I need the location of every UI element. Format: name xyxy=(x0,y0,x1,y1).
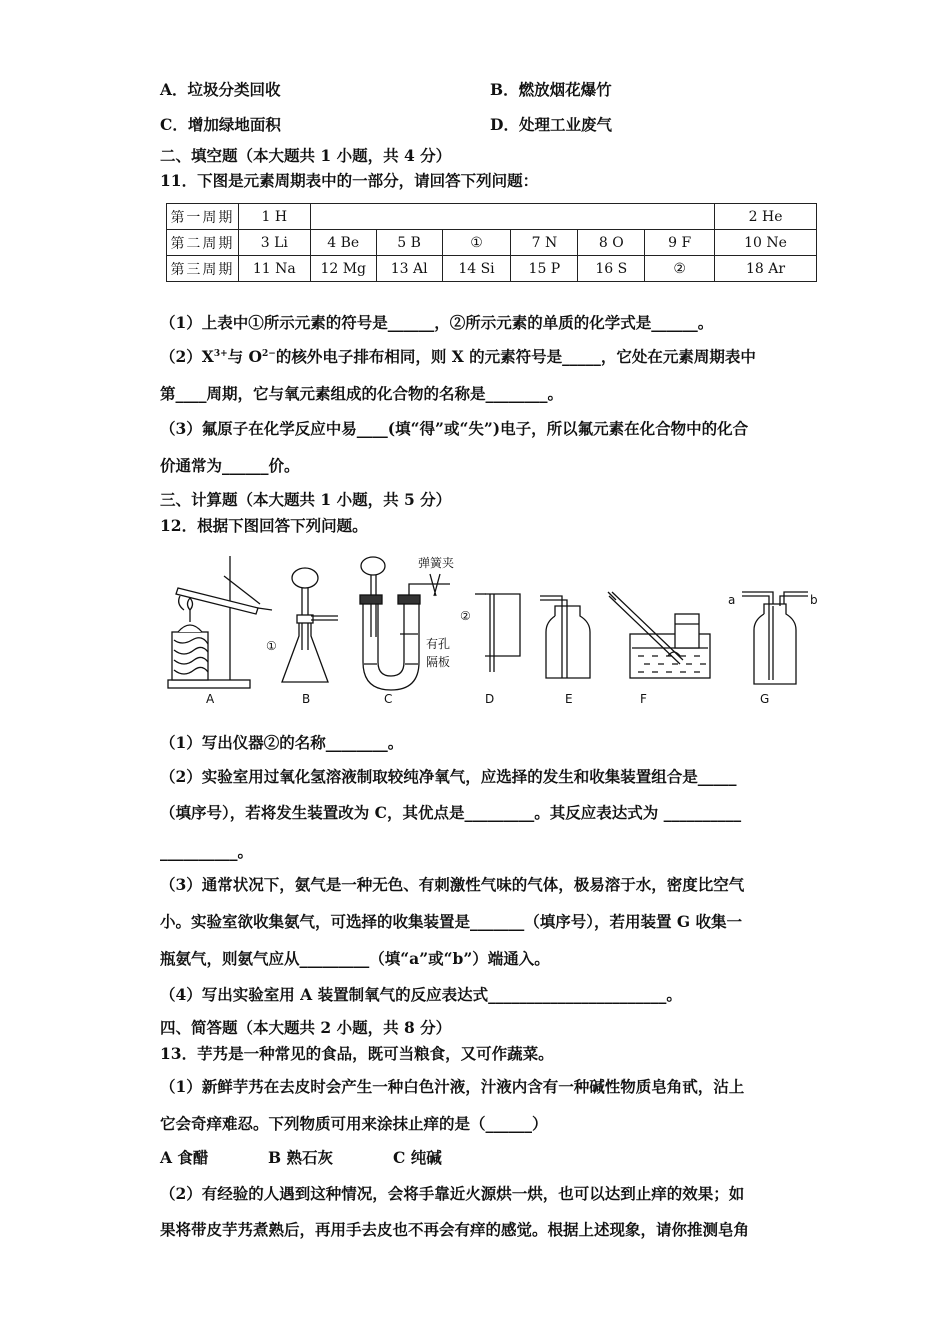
element-cell: 9 F xyxy=(645,230,715,256)
section-heading-short-answer: 四、简答题（本大题共 2 小题，共 8 分） xyxy=(160,1018,452,1037)
q11-stem: 11．下图是元素周期表中的一部分，请回答下列问题： xyxy=(160,171,539,190)
element-cell: 8 O xyxy=(578,230,645,256)
apparatus-g xyxy=(742,592,808,684)
element-cell: 2 He xyxy=(715,204,817,230)
q11-part1: （1）上表中①所示元素的符号是______，②所示元素的单质的化学式是______。 xyxy=(160,313,714,332)
element-cell: ② xyxy=(645,256,715,282)
apparatus-a xyxy=(168,556,272,688)
mark-2: ② xyxy=(460,609,471,623)
q12-part3-line2: 小。实验室欲收集氨气，可选择的收集装置是_______（填序号），若用装置 G 收集一 xyxy=(160,912,743,931)
element-cell: 4 Be xyxy=(310,230,376,256)
table-row-period-2 xyxy=(167,230,817,256)
mark-1: ① xyxy=(266,639,277,653)
port-b-label: b xyxy=(810,593,818,607)
label-c: C xyxy=(384,692,393,706)
element-cell: 11 Na xyxy=(238,256,310,282)
element-cell: 7 N xyxy=(511,230,578,256)
table-row-period-1 xyxy=(167,204,817,230)
label-g: G xyxy=(760,692,770,706)
element-cell: 3 Li xyxy=(238,230,310,256)
q11-part2-line1: $(2)X^{3+}$与 $O^{2-}$的核外电子排布相同，则 X 的元素符号是_____，它处在元素周期表中 xyxy=(160,347,756,366)
porous-plate-label-1: 有孔 xyxy=(426,637,451,651)
element-cell: ① xyxy=(442,230,511,256)
section-heading-calculation: 三、计算题（本大题共 1 小题，共 5 分） xyxy=(160,490,452,509)
q13-option-c: C 纯碱 xyxy=(393,1148,442,1167)
q12-part2-line1: （2）实验室用过氧化氢溶液制取较纯净氧气，应选择的发生和收集装置组合是_____ xyxy=(160,767,737,786)
option-b: B．燃放烟花爆竹 xyxy=(490,80,612,99)
porous-plate-label-2: 隔板 xyxy=(426,655,451,669)
q12-part4: （4）写出实验室用 A 装置制氧气的反应表达式_______________________。 xyxy=(160,985,682,1004)
apparatus-b xyxy=(282,568,338,682)
q13-part1-line2: 它会奇痒难忍。下列物质可用来涂抹止痒的是（______） xyxy=(160,1114,548,1133)
q13-stem: 13．芋艿是一种常见的食品，既可当粮食，又可作蔬菜。 xyxy=(160,1044,554,1063)
element-cell: 15 P xyxy=(511,256,578,282)
q11-part2-line2: 第____周期，它与氧元素组成的化合物的名称是________。 xyxy=(160,384,564,403)
element-cell: 12 Mg xyxy=(310,256,376,282)
section-heading-fill-blank: 二、填空题（本大题共 1 小题，共 4 分） xyxy=(160,146,452,165)
empty-cell xyxy=(310,204,714,230)
q13-part2-line2: 果将带皮芋艿煮熟后，再用手去皮也不再会有痒的感觉。根据上述现象，请你推测皂角 xyxy=(160,1220,750,1239)
apparatus-figure xyxy=(160,552,820,712)
period-label: 第三周期 xyxy=(167,256,239,282)
q12-stem: 12．根据下图回答下列问题。 xyxy=(160,516,368,535)
element-cell: 16 S xyxy=(578,256,645,282)
apparatus-f xyxy=(608,592,710,678)
q13-option-a: A 食醋 xyxy=(160,1148,209,1167)
q13-option-b: B 熟石灰 xyxy=(268,1148,333,1167)
q12-part2-line2: （填序号），若将发生装置改为 C，其优点是_________。其反应表达式为 __________ xyxy=(160,803,742,822)
option-c: C．增加绿地面积 xyxy=(160,115,281,134)
periodic-table xyxy=(166,203,817,282)
q12-part1: （1）写出仪器②的名称________。 xyxy=(160,733,404,752)
element-cell: 5 B xyxy=(376,230,442,256)
label-a: A xyxy=(206,692,215,706)
label-f: F xyxy=(640,692,647,706)
q12-part3-line1: （3）通常状况下，氨气是一种无色、有刺激性气味的气体，极易溶于水，密度比空气 xyxy=(160,875,745,894)
q11-part3-line1: （3）氟原子在化学反应中易____(填“得”或“失”)电子，所以氟元素在化合物中的化合 xyxy=(160,419,749,438)
q12-part3-line3: 瓶氨气，则氨气应从_________（填“a”或“b”）端通入。 xyxy=(160,949,550,968)
q11-part3-line2: 价通常为______价。 xyxy=(160,456,300,475)
element-cell: 1 H xyxy=(238,204,310,230)
table-row-period-3 xyxy=(167,256,817,282)
label-d: D xyxy=(485,692,495,706)
apparatus-c xyxy=(360,557,450,690)
spring-clip-label: 弹簧夹 xyxy=(418,556,455,570)
option-a: A．垃圾分类回收 xyxy=(160,80,281,99)
label-e: E xyxy=(565,692,573,706)
q12-part2-line3: __________。 xyxy=(160,842,254,861)
period-label: 第二周期 xyxy=(167,230,239,256)
option-d: D．处理工业废气 xyxy=(490,115,612,134)
apparatus-d xyxy=(475,594,520,672)
apparatus-e xyxy=(540,596,590,678)
q13-part1-line1: （1）新鲜芋艿在去皮时会产生一种白色汁液，汁液内含有一种碱性物质皂角甙，沾上 xyxy=(160,1077,745,1096)
port-a-label: a xyxy=(728,593,736,607)
element-cell: 18 Ar xyxy=(715,256,817,282)
element-cell: 10 Ne xyxy=(715,230,817,256)
element-cell: 13 Al xyxy=(376,256,442,282)
q13-part2-line1: （2）有经验的人遇到这种情况，会将手靠近火源烘一烘，也可以达到止痒的效果；如 xyxy=(160,1184,745,1203)
label-b: B xyxy=(302,692,311,706)
element-cell: 14 Si xyxy=(442,256,511,282)
period-label: 第一周期 xyxy=(167,204,239,230)
